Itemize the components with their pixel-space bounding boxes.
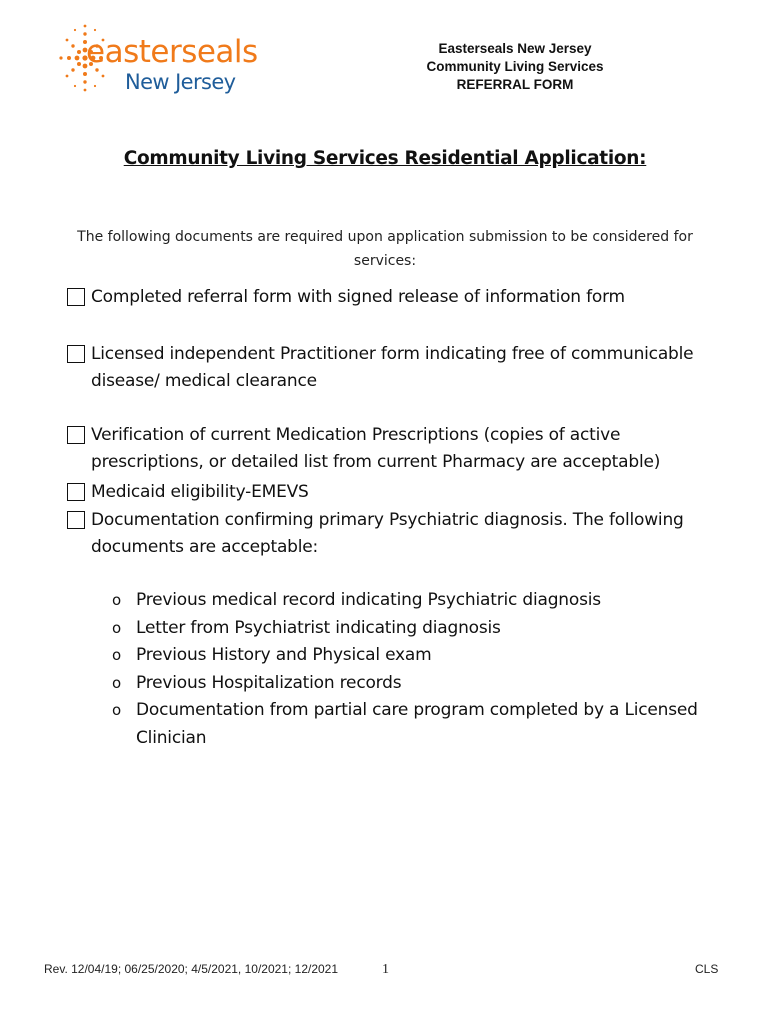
checklist-item-label: Verification of current Medication Prescriptions (copies of active prescriptions, or detailed list from current Pharmacy are acceptable) [91, 425, 661, 472]
header-form-name: REFERRAL FORM [456, 77, 574, 92]
list-item [110, 642, 710, 670]
logo-wordmark-easterseals: easterseals [86, 34, 258, 70]
list-item [110, 587, 710, 615]
checkbox[interactable] [67, 511, 85, 529]
document-header [395, 40, 635, 94]
list-item [110, 615, 710, 643]
footer-page-number: 1 [382, 962, 389, 977]
footer-code: CLS [695, 962, 719, 976]
easterseals-logo [55, 18, 258, 98]
bullet-icon: o [112, 701, 121, 719]
footer-revision: Rev. 12/04/19; 06/25/2020; 4/5/2021, 10/2021; 12/2021 [44, 962, 339, 976]
list-item [110, 670, 710, 698]
bullet-icon: o [112, 646, 121, 664]
checklist-item-label: Medicaid eligibility-EMEVS [91, 482, 309, 502]
checklist-item-label: Licensed independent Practitioner form indicating free of communicable disease/ medical clearance [91, 344, 694, 391]
checklist-item-medication-verification[interactable] [67, 422, 707, 476]
bullet-icon: o [112, 618, 121, 637]
page-title: Community Living Services Residential Application: [123, 148, 647, 169]
checklist-item-referral-form[interactable] [67, 284, 707, 311]
list-item-text: Documentation from partial care program completed by a Licensed Clinician [136, 700, 698, 748]
checkbox[interactable] [67, 345, 85, 363]
list-item [110, 697, 710, 752]
header-department: Community Living Services [426, 59, 604, 74]
checklist-item-practitioner-form[interactable] [67, 341, 707, 395]
checklist-item-psychiatric-diagnosis[interactable] [67, 507, 707, 561]
acceptable-documents-list [110, 587, 710, 752]
checkbox[interactable] [67, 288, 85, 306]
list-item-text: Previous Hospitalization records [136, 672, 402, 693]
checkbox[interactable] [67, 426, 85, 444]
intro-text: The following documents are required upon application submission to be considered for services: [77, 229, 693, 269]
checklist-item-medicaid-eligibility[interactable] [67, 479, 707, 506]
bullet-icon: o [112, 673, 121, 692]
list-item-text: Previous History and Physical exam [136, 645, 432, 665]
checklist-item-label: Completed referral form with signed release of information form [91, 287, 625, 307]
checklist-item-label: Documentation confirming primary Psychiatric diagnosis. The following documents are acceptable: [91, 510, 684, 557]
header-organization: Easterseals New Jersey [438, 41, 592, 56]
logo-wordmark-new-jersey: New Jersey [125, 70, 236, 94]
bullet-icon: o [112, 591, 121, 609]
list-item-text: Letter from Psychiatrist indicating diagnosis [136, 617, 501, 638]
checkbox[interactable] [67, 483, 85, 501]
list-item-text: Previous medical record indicating Psychiatric diagnosis [136, 590, 601, 610]
